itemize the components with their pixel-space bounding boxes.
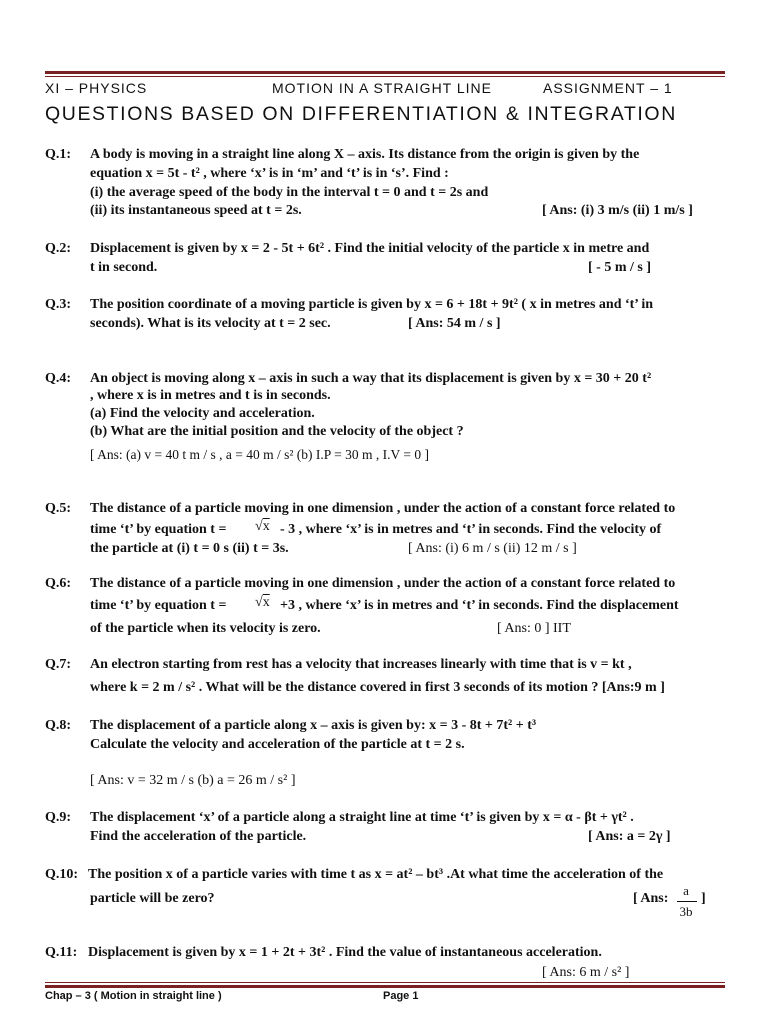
- question-line: Displacement is given by x = 2 - 5t + 6t² . Find the initial velocity of the particle x in metre and: [90, 241, 650, 256]
- question-line: , where x is in metres and t is in seconds.: [90, 388, 331, 403]
- question-line: equation x = 5t - t² , where ‘x’ is in ‘m’ and ‘t’ is in ‘s’. Find :: [90, 166, 449, 181]
- header-rule-thick: [45, 71, 725, 74]
- question-line: Displacement is given by x = 1 + 2t + 3t² . Find the value of instantaneous acceleration.: [88, 945, 602, 960]
- question-number: Q.11:: [45, 945, 78, 960]
- header-class: XI – PHYSICS: [45, 80, 148, 96]
- question-number: Q.1:: [45, 147, 72, 162]
- question-number: Q.6:: [45, 576, 72, 591]
- question-line: Find the acceleration of the particle.: [90, 829, 307, 844]
- question-number: Q.9:: [45, 810, 72, 825]
- answer-suffix: ]: [701, 891, 706, 906]
- fraction-bar: [677, 901, 697, 902]
- question-number: Q.3:: [45, 297, 72, 312]
- header-chapter: MOTION IN A STRAIGHT LINE: [272, 80, 492, 96]
- question-line: A body is moving in a straight line along X – axis. Its distance from the origin is given by the: [90, 147, 640, 162]
- question-line: of the particle when its velocity is zero.: [90, 621, 321, 636]
- question-number: Q.8:: [45, 718, 72, 733]
- question-number: Q.7:: [45, 657, 72, 672]
- question-line: The displacement of a particle along x – axis is given by: x = 3 - 8t + 7t² + t³: [90, 718, 537, 733]
- answer-numerator: a: [683, 883, 689, 898]
- header-assignment: ASSIGNMENT – 1: [543, 80, 673, 96]
- footer-rule-thick: [45, 985, 725, 988]
- answer: [ Ans: a = 2γ ]: [588, 829, 671, 844]
- answer: [ Ans: 54 m / s ]: [408, 316, 501, 331]
- question-line: t in second.: [90, 260, 158, 275]
- sqrt-x: √x: [255, 519, 270, 534]
- question-line: Calculate the velocity and acceleration of the particle at t = 2 s.: [90, 737, 465, 752]
- question-number: Q.5:: [45, 501, 72, 516]
- question-line: An electron starting from rest has a velocity that increases linearly with time that is v = kt ,: [90, 657, 632, 672]
- question-line: An object is moving along x – axis in such a way that its displacement is given by x = 30 + 20 t²: [90, 371, 652, 386]
- question-number: Q.4:: [45, 371, 72, 386]
- answer: [ - 5 m / s ]: [588, 260, 651, 275]
- question-line: (b) What are the initial position and the velocity of the object ?: [90, 424, 464, 439]
- question-line: The position coordinate of a moving particle is given by x = 6 + 18t + 9t² ( x in metres and ‘t’ in: [90, 297, 654, 312]
- question-line: The distance of a particle moving in one dimension , under the action of a constant force related to: [90, 501, 676, 516]
- footer-chapter: Chap – 3 ( Motion in straight line ): [45, 990, 222, 1002]
- question-line: seconds). What is its velocity at t = 2 sec.: [90, 316, 331, 331]
- question-line: The displacement ‘x’ of a particle along a straight line at time ‘t’ is given by x = α - βt + γt² .: [90, 810, 634, 825]
- header-rule-thin: [45, 76, 725, 77]
- answer: [ Ans: (i) 6 m / s (ii) 12 m / s ]: [408, 541, 577, 556]
- answer: [ Ans: 6 m / s² ]: [542, 965, 630, 980]
- answer: [ Ans: 0 ] IIT: [497, 621, 571, 636]
- question-number: Q.2:: [45, 241, 72, 256]
- question-number: Q.10:: [45, 867, 79, 882]
- question-line: (a) Find the velocity and acceleration.: [90, 406, 315, 421]
- question-line: time ‘t’ by equation t =: [90, 598, 227, 613]
- question-line: The distance of a particle moving in one dimension , under the action of a constant force related to: [90, 576, 676, 591]
- question-line: particle will be zero?: [90, 891, 215, 906]
- answer: [ Ans: (a) v = 40 t m / s , a = 40 m / s² (b) I.P = 30 m , I.V = 0 ]: [90, 447, 429, 462]
- question-line: (i) the average speed of the body in the interval t = 0 and t = 2s and: [90, 185, 489, 200]
- answer-denominator: 3b: [679, 904, 693, 919]
- question-line: the particle at (i) t = 0 s (ii) t = 3s.: [90, 541, 289, 556]
- page-title: QUESTIONS BASED ON DIFFERENTIATION & INTEGRATION: [45, 103, 677, 125]
- question-line: (ii) its instantaneous speed at t = 2s.: [90, 203, 302, 218]
- answer: [ Ans: (i) 3 m/s (ii) 1 m/s ]: [542, 203, 693, 218]
- question-line: The position x of a particle varies with time t as x = at² – bt³ .At what time the acceleration of the: [88, 867, 664, 882]
- question-line: where k = 2 m / s² . What will be the distance covered in first 3 seconds of its motion ? [Ans:9 m ]: [90, 680, 665, 695]
- answer: [ Ans: v = 32 m / s (b) a = 26 m / s² ]: [90, 773, 296, 788]
- footer-rule-thin: [45, 982, 725, 983]
- page-number: Page 1: [383, 990, 419, 1002]
- question-line: +3 , where ‘x’ is in metres and ‘t’ in seconds. Find the displacement: [280, 598, 679, 613]
- question-line: - 3 , where ‘x’ is in metres and ‘t’ in seconds. Find the velocity of: [280, 522, 662, 537]
- answer-prefix: [ Ans:: [633, 891, 669, 906]
- sqrt-x: √x: [255, 595, 270, 610]
- question-line: time ‘t’ by equation t =: [90, 522, 227, 537]
